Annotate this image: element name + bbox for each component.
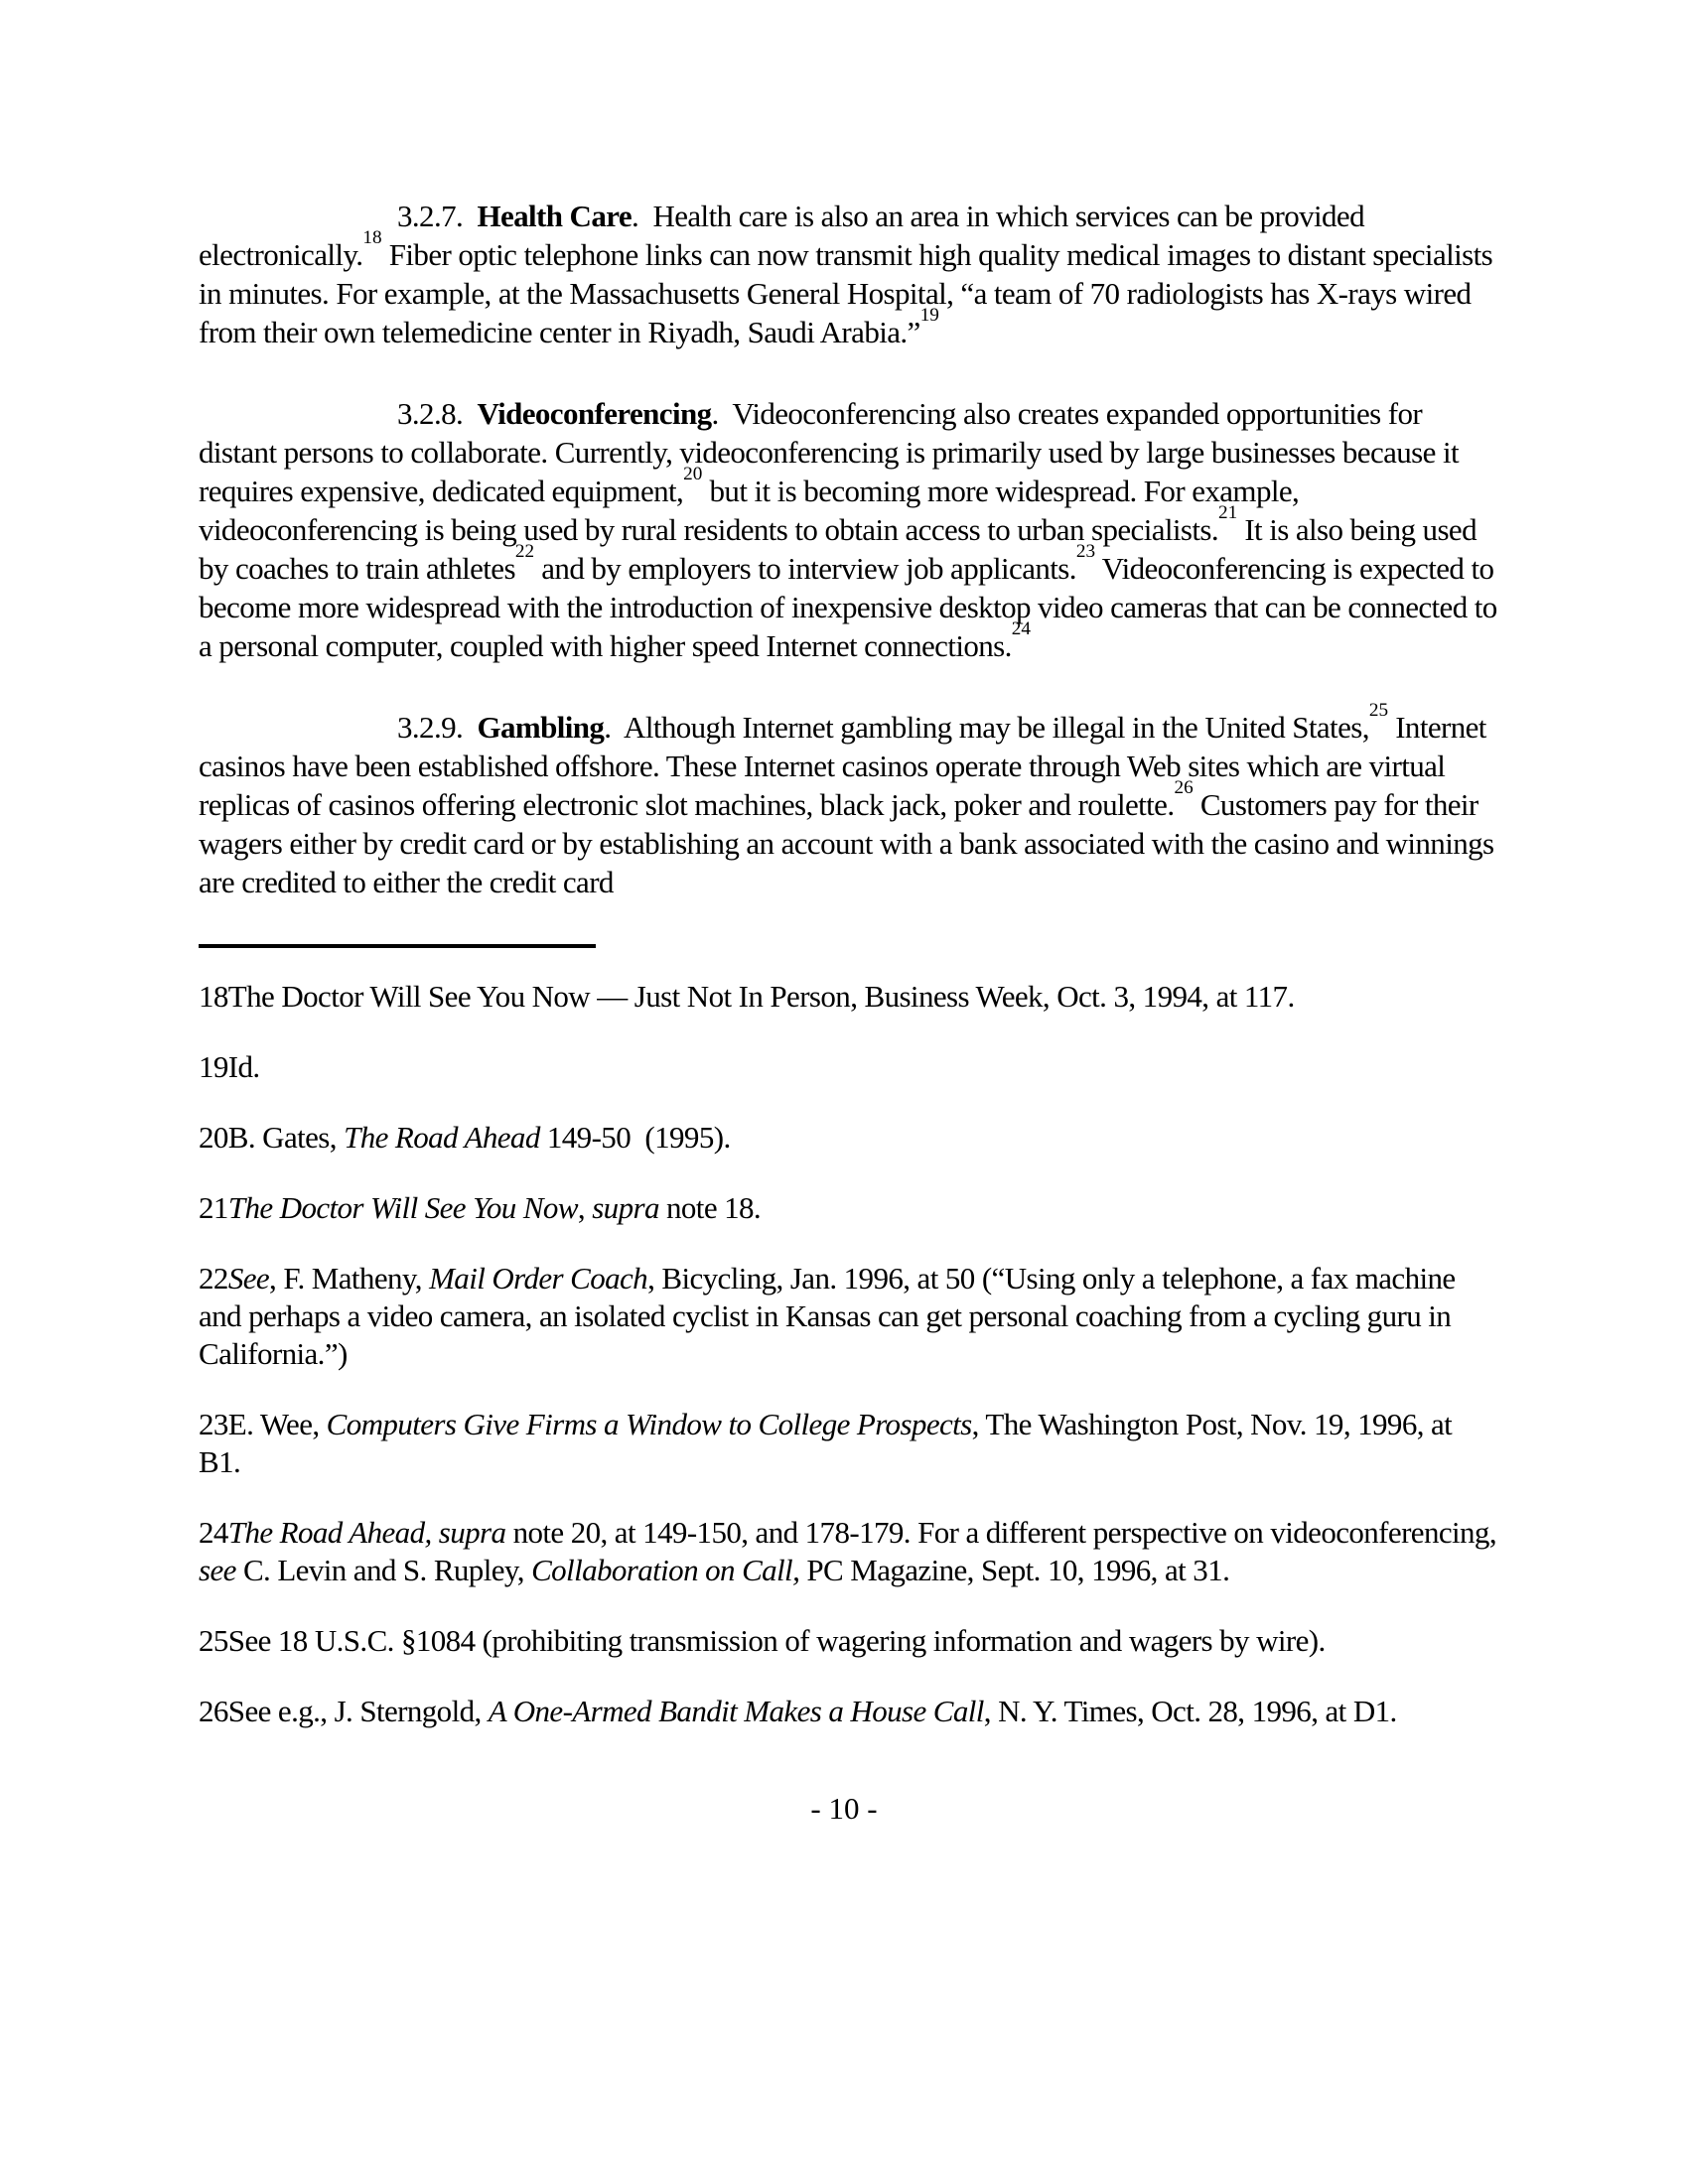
footnote-25: 25See 18 U.S.C. §1084 (prohibiting transmission of wagering information and wagers by wire). bbox=[199, 1623, 1326, 1658]
footnote-20: 20B. Gates, The Road Ahead 149-50 (1995). bbox=[199, 1120, 731, 1155]
footnote-18: 18The Doctor Will See You Now — Just Not In Person, Business Week, Oct. 3, 1994, at 117. bbox=[199, 979, 1295, 1014]
footnote-19: 19Id. bbox=[199, 1049, 260, 1084]
footnote-22: 22See, F. Matheny, Mail Order Coach, Bicycling, Jan. 1996, at 50 (“Using only a telephone, a fax machine and perhaps a video camera, an isolated cyclist in Kansas can get personal coaching from a cycling guru in California.”) bbox=[199, 1261, 1463, 1371]
footnote-21: 21The Doctor Will See You Now, supra note 18. bbox=[199, 1190, 762, 1225]
footnotes-section bbox=[0, 978, 1688, 1730]
footnote-separator bbox=[199, 944, 596, 948]
footnote-26: 26See e.g., J. Sterngold, A One-Armed Bandit Makes a House Call, N. Y. Times, Oct. 28, 1996, at D1. bbox=[199, 1694, 1397, 1728]
page-number: - 10 - bbox=[810, 1791, 878, 1826]
footnote-23: 23E. Wee, Computers Give Firms a Window to College Prospects, The Washington Post, Nov. 19, 1996, at B1. bbox=[199, 1407, 1460, 1479]
footnote-24: 24The Road Ahead, supra note 20, at 149-150, and 178-179. For a different perspective on videoconferencing, see C. Levin and S. Rupley, Collaboration on Call, PC Magazine, Sept. 10, 1996, at 31. bbox=[199, 1515, 1504, 1587]
body-paragraph-3.2.9: 3.2.9. Gambling. Although Internet gambling may be illegal in the United States,$^{25}$ Internet casinos have been established offshore. These Internet casinos operate through Web sites which are virtual replicas of casinos offering electronic slot machines, black jack, poker and roulette.$^{26}$ Customers pay for their wagers either by credit card or by establishing an account with a bank associated with the casino and winnings are credited to either the credit card bbox=[199, 700, 1501, 899]
body-paragraph-3.2.8: 3.2.8. Videoconferencing. Videoconferencing also creates expanded opportunities for distant persons to collaborate. Currently, videoconferencing is primarily used by large businesses because it requires expensive, dedicated equipment,$^{20}$ but it is becoming more widespread. For example, videoconferencing is being used by rural residents to obtain access to urban specialists.$^{21}$ It is also being used by coaches to train athletes$^{22}$ and by employers to interview job applicants.$^{23}$ Videoconferencing is expected to become more widespread with the introduction of inexpensive desktop video cameras that can be connected to a personal computer, coupled with higher speed Internet connections.$^{24}$ bbox=[199, 396, 1504, 663]
body-section bbox=[0, 0, 1688, 901]
body-paragraph-3.2.7: 3.2.7. Health Care. Health care is also an area in which services can be provided electronically.$^{18}$ Fiber optic telephone links can now transmit high quality medical images to distant specialists in minutes. For example, at the Massachusetts General Hospital, “a team of 70 radiologists has X-rays wired from their own telemedicine center in Riyadh, Saudi Arabia.”$^{19}$ bbox=[199, 199, 1500, 349]
